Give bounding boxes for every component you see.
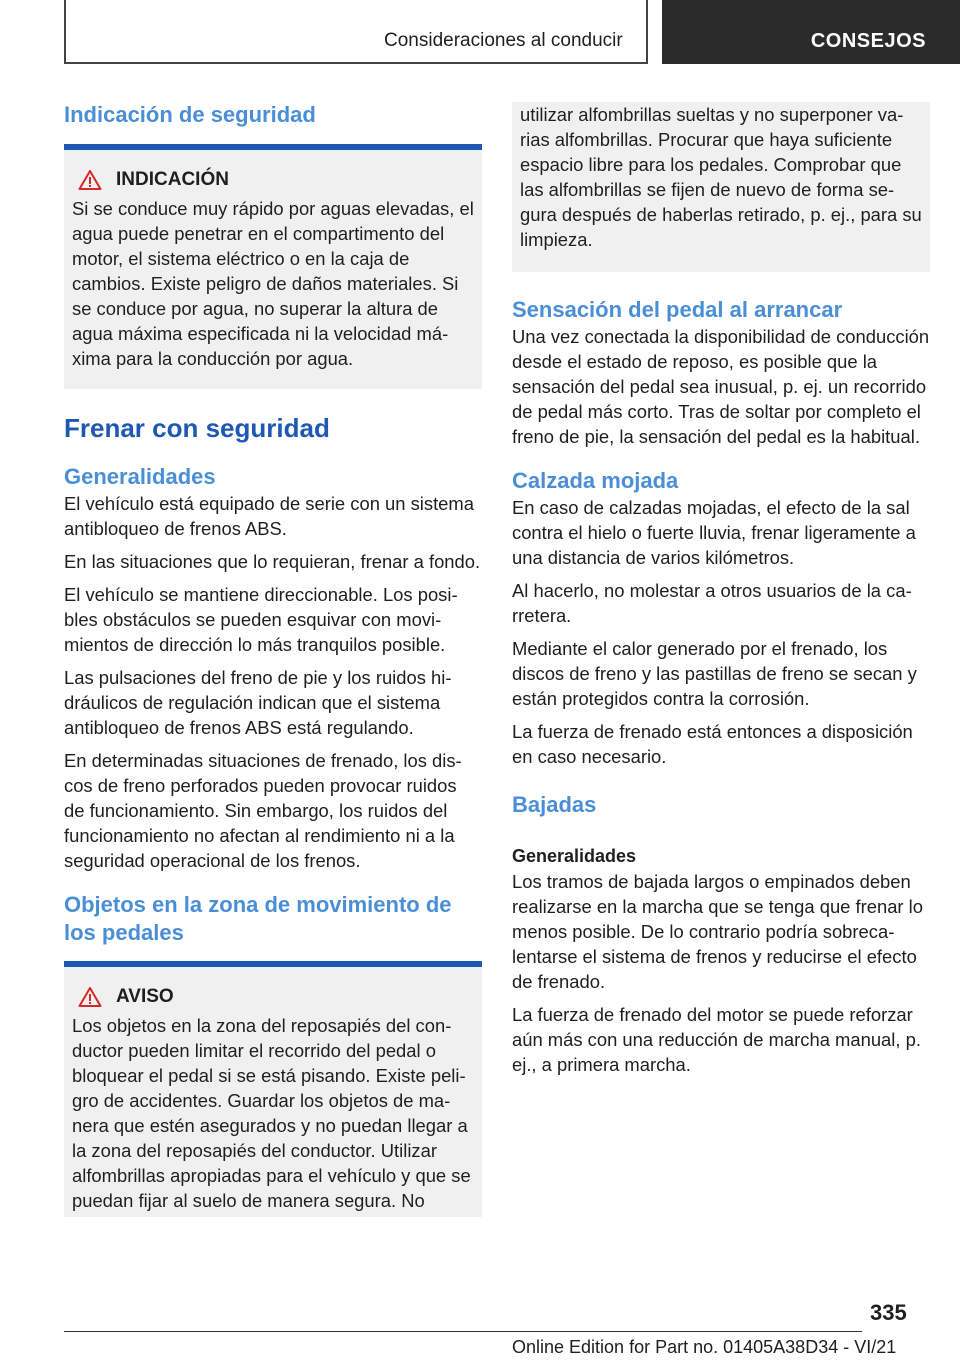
paragraph: El vehículo se mantiene direccionable. Los posibles obstáculos se pueden esquivar con movimientos de dirección lo más tranquilos posible. (64, 584, 458, 655)
notice-title (72, 168, 474, 192)
right-column (512, 102, 930, 1085)
notice-title (72, 985, 474, 1009)
section-tab (662, 0, 960, 64)
warning-triangle-icon (78, 986, 102, 1008)
notice-title-text: AVISO (116, 986, 174, 1007)
notice-text: Si se conduce muy rápido por aguas elevadas, el agua puede penetrar en el compartimento del motor, el sistema eléctrico o en la caja de cambios. Existe peligro de daños materiales. Si se conduce por agua, no superar la altura de agua máxima especificada ni la velocidad máxima para la conducción por agua. (72, 198, 474, 369)
paragraph: Mediante el calor generado por el frenado, los discos de freno y las pastillas de freno se secan y están protegidos contra la corrosión. (512, 638, 917, 709)
notice-text: Los objetos en la zona del reposapiés del conductor pueden limitar el recorrido del pedal o bloquear el pedal si se está pisando. Existe peligro de accidentes. Guardar los objetos de manera que estén asegurados y no puedan llegar a la zona del reposapiés del conductor. Utilizar alfombrillas apropiadas para el vehículo y que se puedan fijar al suelo de manera segura. No (72, 1015, 471, 1211)
heading-objects-pedals: Objetos en la zona de movimiento de los pedales (64, 892, 452, 945)
left-column (64, 100, 482, 1217)
notice-text: utilizar alfombrillas sueltas y no superponer varias alfombrillas. Procurar que haya suficiente espacio libre para los pedales. Comprobar que las alfombrillas se fijen de nuevo de forma segura después de haberlas retirado, p. ej., para su limpieza. (520, 104, 922, 250)
notice-title-text: INDICACIÓN (116, 169, 229, 190)
heading-pedal-feel: Sensación del pedal al arrancar (512, 297, 843, 322)
paragraph: En caso de calzadas mojadas, el efecto de la sal contra el hielo o fuerte lluvia, frenar ligeramente a una distancia de varios kilómetros. (512, 497, 916, 568)
header-underline (64, 62, 648, 64)
paragraph: En determinadas situaciones de frenado, los discos de freno perforados pueden provocar ruidos de funcionamiento. Sin embargo, los ruidos del funcionamiento no afectan al rendimiento ni a la seguridad operacional de los frenos. (64, 750, 462, 871)
footer-rule (64, 1331, 862, 1332)
chapter-title: Consideraciones al conducir (384, 30, 623, 51)
heading-wet-road: Calzada mojada (512, 468, 679, 493)
paragraph: El vehículo está equipado de serie con un sistema antibloqueo de frenos ABS. (64, 493, 474, 539)
heading-brake-safely: Frenar con seguridad (64, 413, 330, 443)
paragraph: Al hacerlo, no molestar a otros usuarios de la carretera. (512, 580, 912, 626)
paragraph: Las pulsaciones del freno de pie y los ruidos hidráulicos de regulación indican que el sistema antibloqueo de frenos ABS está regulando. (64, 667, 452, 738)
heading-descents-general: Generalidades (512, 846, 637, 866)
heading-general: Generalidades (64, 464, 216, 489)
heading-descents: Bajadas (512, 792, 597, 817)
header-divider-left (64, 0, 66, 64)
paragraph: La fuerza de frenado del motor se puede reforzar aún más con una reducción de marcha manual, p. ej., a primera marcha. (512, 1004, 921, 1075)
heading-safety-indication: Indicación de seguridad (64, 102, 316, 127)
paragraph: Los tramos de bajada largos o empinados deben realizarse en la marcha que se tenga que frenar lo menos posible. De lo contrario podría sobrecalentarse el sistema de frenos y reducirse el efecto de frenado. (512, 871, 923, 992)
paragraph: En las situaciones que lo requieran, frenar a fondo. (64, 551, 481, 572)
notice-box-aviso-continued (512, 102, 930, 272)
edition-note: Online Edition for Part no. 01405A38D34 - VI/21 (512, 1337, 897, 1357)
header-divider-right (646, 0, 648, 64)
warning-triangle-icon (78, 169, 102, 191)
paragraph: La fuerza de frenado está entonces a disposición en caso necesario. (512, 721, 913, 767)
paragraph: Una vez conectada la disponibilidad de conducción desde el estado de reposo, es posible que la sensación del pedal sea inusual, p. ej. un recorrido de pedal más corto. Tras de soltar por completo el freno de pie, la sensación del pedal es la habitual. (512, 326, 930, 447)
notice-box-indicacion (64, 150, 482, 389)
page-number: 335 (870, 1300, 907, 1325)
notice-box-aviso (64, 967, 482, 1217)
section-label: CONSEJOS (810, 30, 926, 52)
